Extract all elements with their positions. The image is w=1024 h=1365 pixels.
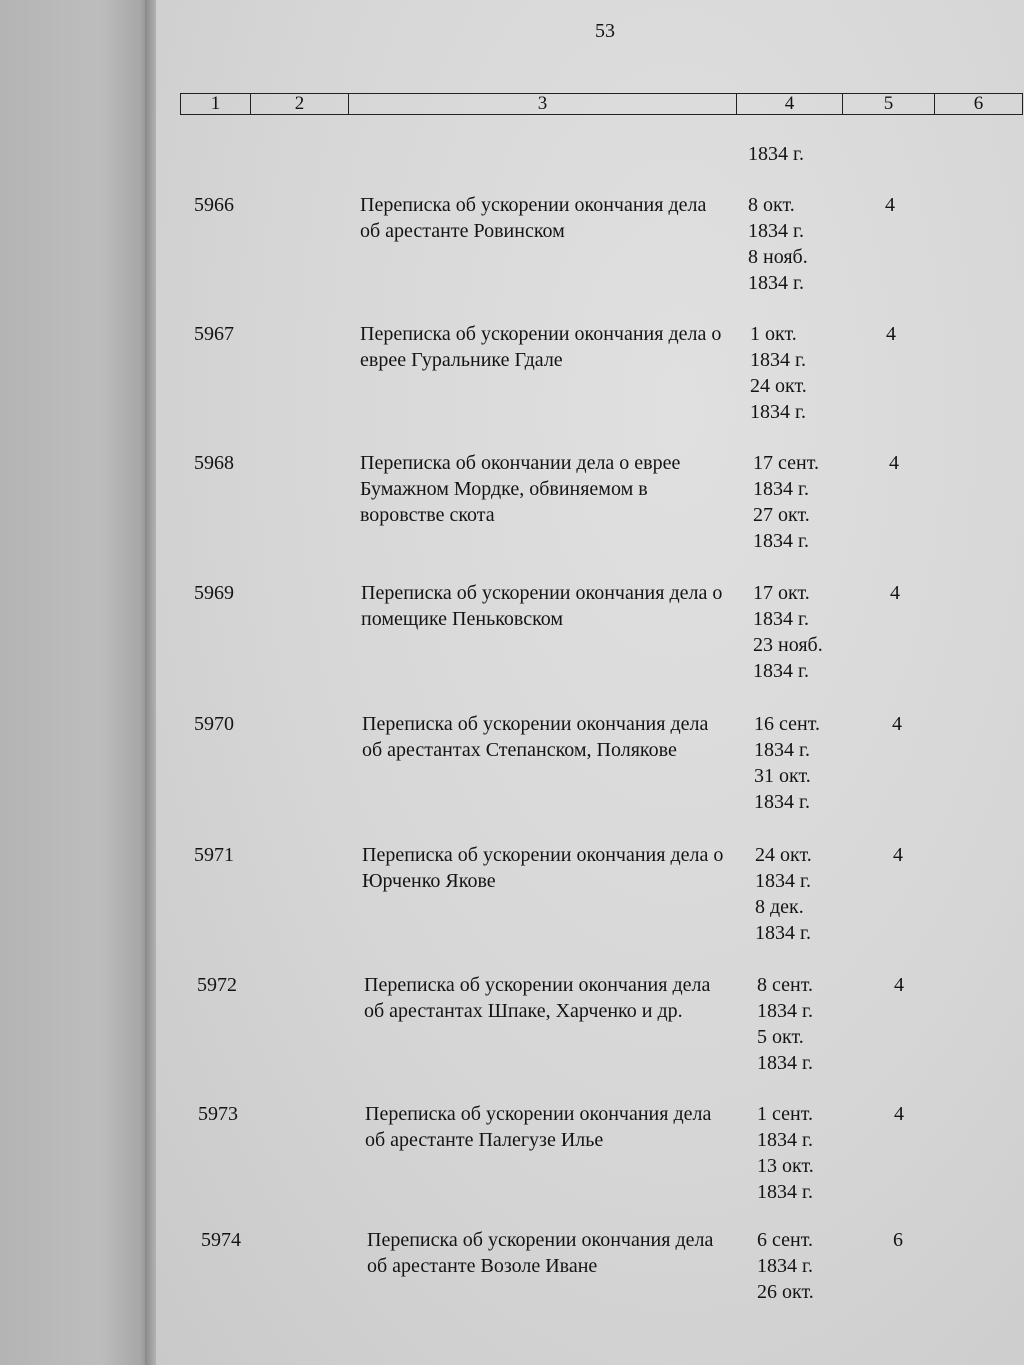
entry-dates (750, 321, 850, 425)
entry-sheet-count: 4 (892, 713, 902, 735)
entry-date-line: 1834 г. (754, 791, 810, 813)
entry-date-line: 31 окт. (754, 765, 811, 787)
entry-sheet-count: 4 (889, 452, 899, 474)
entry-date-line: 13 окт. (757, 1155, 814, 1177)
entry-sheet-count: 4 (894, 1103, 904, 1125)
entry-date-line: 8 нояб. (748, 246, 808, 268)
entry-sheet-count: 4 (894, 974, 904, 996)
entry-date-line: 1 окт. (750, 323, 797, 345)
entry-date-line: 1834 г. (754, 739, 810, 761)
entry-date-line: 1834 г. (753, 660, 809, 682)
entry-date-line: 1834 г. (753, 608, 809, 630)
entry-date-line: 24 окт. (755, 844, 812, 866)
entry-sheet-count: 4 (885, 194, 895, 216)
carryover-date: 1834 г. (748, 143, 804, 165)
entry-number: 5970 (194, 713, 234, 735)
entry-date-line: 8 окт. (748, 194, 795, 216)
entry-title: Переписка об ускорении окончания дела об арестантах Степанском, Полякове (362, 713, 709, 761)
entry-number: 5974 (201, 1229, 241, 1251)
left-page-edge (0, 0, 150, 1365)
entry-date-line: 1834 г. (748, 220, 804, 242)
entry-title: Переписка об ускорении окончания дела о еврее Гуральнике Гдале (360, 323, 722, 371)
entry-dates (757, 972, 857, 1076)
entry-date-line: 17 окт. (753, 582, 810, 604)
entry-sheet-count: 6 (893, 1229, 903, 1251)
entry-sheet-count: 4 (893, 844, 903, 866)
entry-date-line: 23 нояб. (753, 634, 823, 656)
entry-title: Переписка об ускорении окончания дела об арестантах Шпаке, Харченко и др. (364, 974, 711, 1022)
entry-title: Переписка об ускорении окончания дела о помещике Пеньковском (361, 582, 723, 630)
entry-date-line: 8 сент. (757, 974, 813, 996)
entry-date-line: 5 окт. (757, 1026, 804, 1048)
entry-sheet-count: 4 (886, 323, 896, 345)
entry-date-line: 16 сент. (754, 713, 820, 735)
entry-number: 5972 (197, 974, 237, 996)
entry-date-line: 1834 г. (750, 349, 806, 371)
entry-dates (753, 450, 853, 554)
entry-date-line: 8 дек. (755, 896, 804, 918)
entry-date-line: 1 сент. (757, 1103, 813, 1125)
entry-title: Переписка об ускорении окончания дела об арестанте Палегузе Илье (365, 1103, 712, 1151)
entry-title: Переписка об окончании дела о еврее Бумажном Мордке, обвиняемом в воровстве скота (360, 452, 681, 526)
column-header-1: 1 (181, 94, 251, 114)
entry-date-line: 27 окт. (753, 504, 810, 526)
entry-date-line: 1834 г. (757, 1255, 813, 1277)
entry-number: 5971 (194, 844, 234, 866)
entry-date-line: 6 сент. (757, 1229, 813, 1251)
entry-dates (755, 842, 855, 946)
column-header-3: 3 (349, 94, 737, 114)
entry-number: 5973 (198, 1103, 238, 1125)
entry-title: Переписка об ускорении окончания дела о Юрченко Якове (362, 844, 724, 892)
entry-dates (757, 1101, 857, 1205)
entry-dates (754, 711, 854, 815)
entry-dates (757, 1227, 857, 1305)
column-header-5: 5 (843, 94, 935, 114)
column-header-4: 4 (737, 94, 843, 114)
page-number: 53 (595, 20, 615, 42)
entry-number: 5969 (194, 582, 234, 604)
entry-dates (748, 192, 848, 296)
entry-sheet-count: 4 (890, 582, 900, 604)
entry-title: Переписка об ускорении окончания дела об арестанте Ровинском (360, 194, 707, 242)
entry-number: 5968 (194, 452, 234, 474)
column-header-6: 6 (973, 93, 984, 114)
entry-date-line: 17 сент. (753, 452, 819, 474)
entry-date-line: 26 окт. (757, 1281, 814, 1303)
entry-date-line: 24 окт. (750, 375, 807, 397)
column-header-row (180, 93, 1023, 115)
entry-date-line: 1834 г. (757, 1052, 813, 1074)
entry-title: Переписка об ускорении окончания дела об арестанте Возоле Иване (367, 1229, 714, 1277)
entry-number: 5966 (194, 194, 234, 216)
entry-number: 5967 (194, 323, 234, 345)
entry-date-line: 1834 г. (757, 1000, 813, 1022)
entry-dates (753, 580, 853, 684)
entry-date-line: 1834 г. (755, 922, 811, 944)
entry-date-line: 1834 г. (757, 1129, 813, 1151)
entry-date-line: 1834 г. (757, 1181, 813, 1203)
column-header-2: 2 (251, 94, 349, 114)
entry-date-line: 1834 г. (750, 401, 806, 423)
entry-date-line: 1834 г. (748, 272, 804, 294)
entry-date-line: 1834 г. (755, 870, 811, 892)
entry-date-line: 1834 г. (753, 478, 809, 500)
entry-date-line: 1834 г. (753, 530, 809, 552)
